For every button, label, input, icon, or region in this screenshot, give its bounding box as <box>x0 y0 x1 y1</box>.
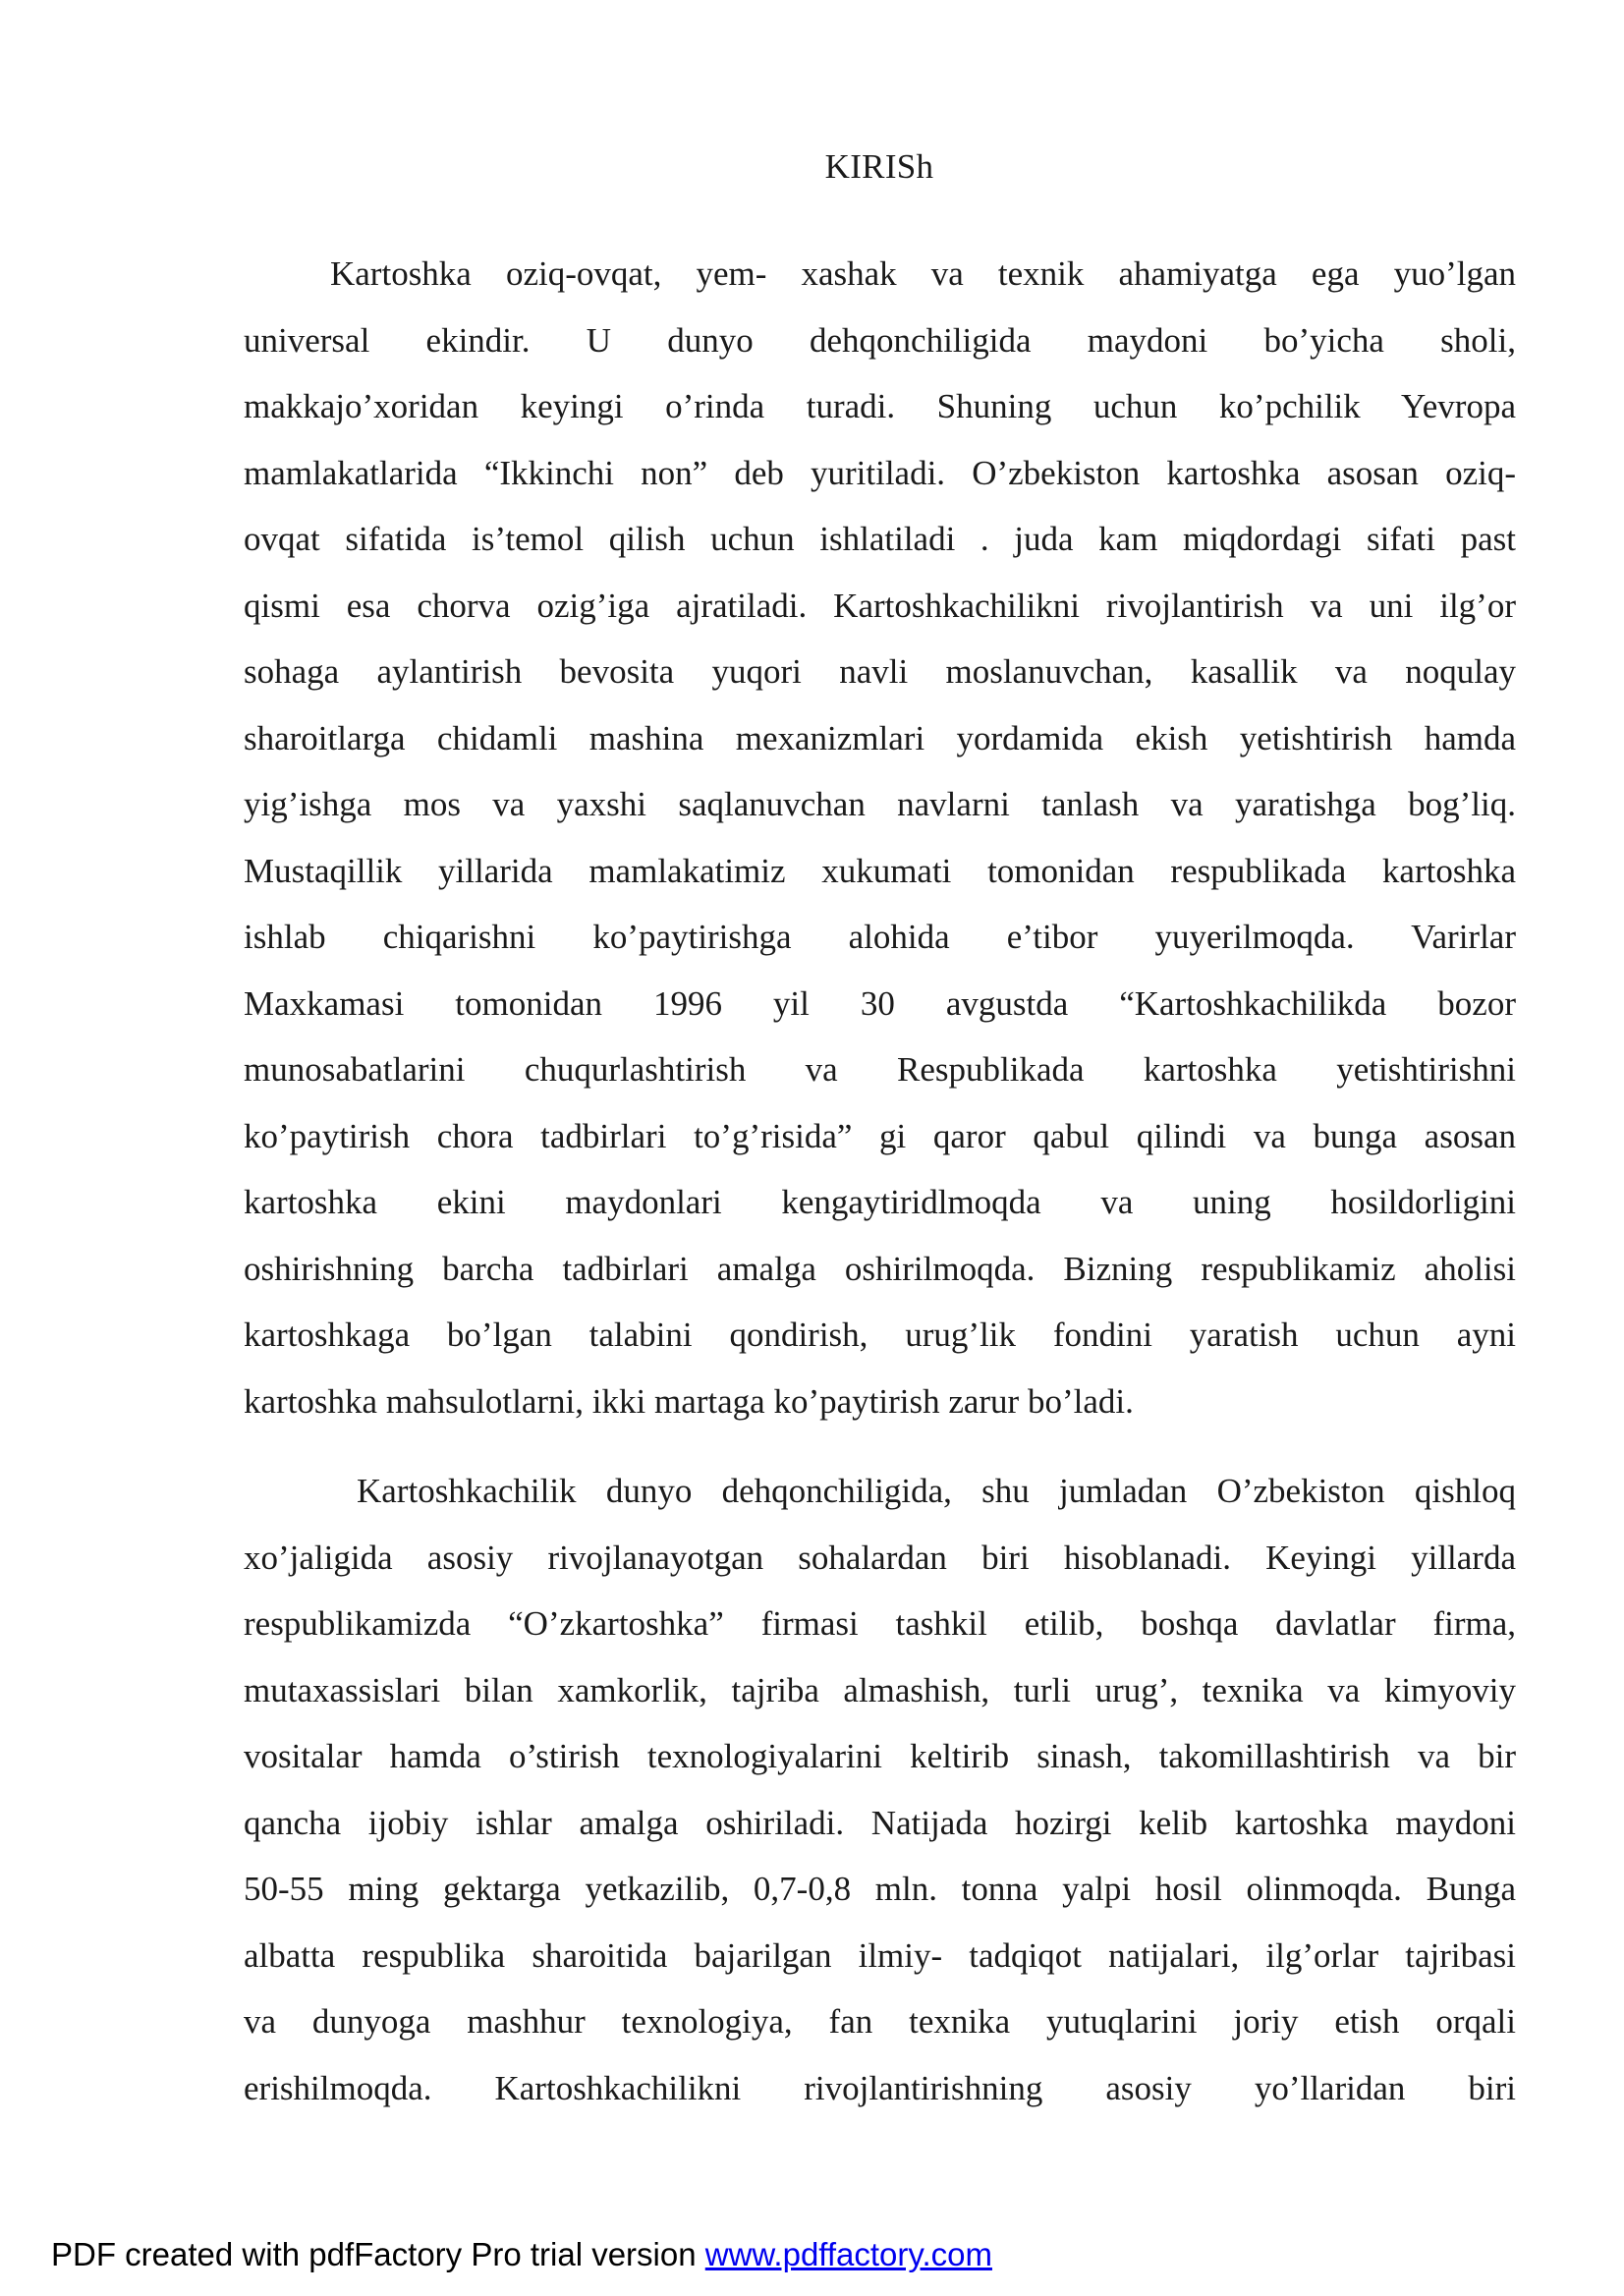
paragraph-1-line: kartoshka mahsulotlarni, ikki martaga ko’paytirish zarur bo’ladi. <box>244 1381 1134 1421</box>
paragraph-1-line: Maxkamasi tomonidan 1996 yil 30 avgustda “Kartoshkachilikda bozor <box>244 983 1516 1023</box>
paragraph-1-line: universal ekindir. U dunyo dehqonchiligida maydoni bo’yicha sholi, <box>244 320 1516 360</box>
paragraph-1-line: kartoshka ekini maydonlari kengaytiridlmoqda va uning hosildorligini <box>244 1183 1516 1221</box>
paragraph-2-line: vositalar hamda o’stirish texnologiyalarini keltirib sinash, takomillashtirish va bir <box>244 1737 1516 1775</box>
paragraph-1-line: kartoshkaga bo’lgan talabini qondirish, urug’lik fondini yaratish uchun ayni <box>244 1316 1516 1354</box>
pdf-footer <box>51 2238 992 2270</box>
paragraph-1-line: munosabatlarini chuqurlashtirish va Respublikada kartoshka yetishtirishni <box>244 1050 1516 1089</box>
footer-text: PDF created with pdfFactory Pro trial version <box>51 2236 705 2272</box>
paragraph-2-line: 50-55 ming gektarga yetkazilib, 0,7-0,8 mln. tonna yalpi hosil olinmoqda. Bunga <box>244 1870 1516 1908</box>
paragraph-2-line: qancha ijobiy ishlar amalga oshiriladi. Natijada hozirgi kelib kartoshka maydoni <box>244 1803 1516 1842</box>
paragraph-1-line: yig’ishga mos va yaxshi saqlanuvchan navlarni tanlash va yaratishga bog’liq. <box>244 785 1516 823</box>
paragraph-1-line: ishlab chiqarishni ko’paytirishga alohida e’tibor yuyerilmoqda. Varirlar <box>244 918 1516 956</box>
paragraph-1-line: ovqat sifatida is’temol qilish uchun ishlatiladi . juda kam miqdordagi sifati past <box>244 520 1516 558</box>
paragraph-1-line: makkajo’xoridan keyingi o’rinda turadi. Shuning uchun ko’pchilik Yevropa <box>244 387 1516 425</box>
paragraph-2-line: Kartoshkachilik dunyo dehqonchiligida, shu jumladan O’zbekiston qishloq <box>357 1472 1516 1510</box>
paragraph-2-line: erishilmoqda. Kartoshkachilikni rivojlantirishning asosiy yo’llaridan biri <box>244 2068 1516 2107</box>
footer-link[interactable]: www.pdffactory.com <box>704 2236 992 2272</box>
paragraph-1-line: sohaga aylantirish bevosita yuqori navli moslanuvchan, kasallik va noqulay <box>244 652 1516 691</box>
paragraph-2 <box>244 1458 1516 2121</box>
paragraph-1-line: oshirishning barcha tadbirlari amalga oshirilmoqda. Bizning respublikamiz aholisi <box>244 1249 1516 1288</box>
paragraph-1 <box>244 241 1516 1434</box>
paragraph-2-line: mutaxassislari bilan xamkorlik, tajriba almashish, turli urug’, texnika va kimyoviy <box>244 1670 1516 1709</box>
paragraph-2-line: albatta respublika sharoitida bajarilgan ilmiy- tadqiqot natijalari, ilg’orlar tajribasi <box>244 1935 1516 1975</box>
paragraph-1-line: Kartoshka oziq-ovqat, yem- xashak va texnik ahamiyatga ega yuo’lgan <box>330 254 1516 293</box>
page-title: KIRISh <box>824 147 934 186</box>
paragraph-1-line: sharoitlarga chidamli mashina mexanizmlari yordamida ekish yetishtirish hamda <box>244 718 1516 757</box>
paragraph-1-line: mamlakatlarida “Ikkinchi non” deb yuritiladi. O’zbekiston kartoshka asosan oziq- <box>244 453 1516 492</box>
paragraph-1-line: Mustaqillik yillarida mamlakatimiz xukumati tomonidan respublikada kartoshka <box>244 851 1516 890</box>
paragraph-2-line: respublikamizda “O’zkartoshka” firmasi tashkil etilib, boshqa davlatlar firma, <box>244 1604 1516 1643</box>
paragraph-1-line: ko’paytirish chora tadbirlari to’g’risida” gi qaror qabul qilindi va bunga asosan <box>244 1116 1516 1155</box>
paragraph-2-line: va dunyoga mashhur texnologiya, fan texnika yutuqlarini joriy etish orqali <box>244 2002 1516 2041</box>
paragraph-1-line: qismi esa chorva ozig’iga ajratiladi. Kartoshkachilikni rivojlantirish va uni ilg’or <box>244 586 1516 625</box>
paragraph-2-line: xo’jaligida asosiy rivojlanayotgan sohalardan biri hisoblanadi. Keyingi yillarda <box>244 1538 1516 1577</box>
